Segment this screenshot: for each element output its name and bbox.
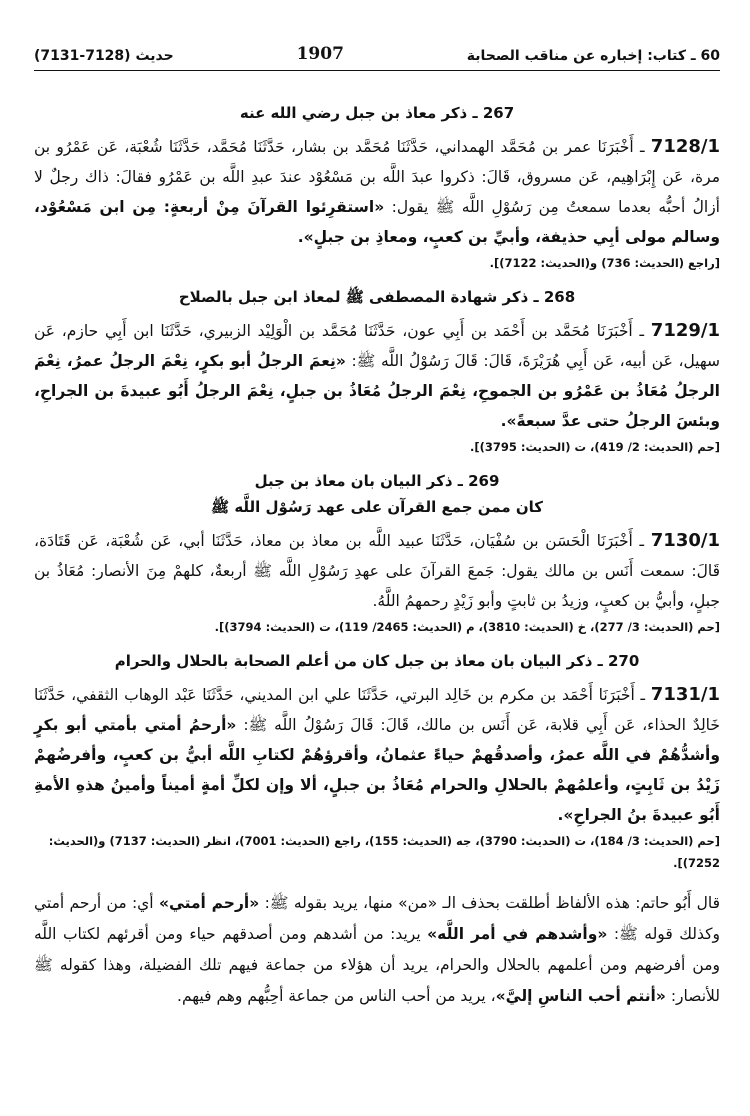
- commentary-text: أي: من أرحم أمتي وكذلك قوله ﷺ:: [34, 894, 720, 943]
- commentary-quote: «أرحم أمتي»: [158, 894, 260, 912]
- commentary-text: قال أَبُو حاتم: هذه الألفاظ أطلقت بحذف الـ «من» منها، يريد بقوله ﷺ:: [264, 894, 721, 912]
- page-number: 1907: [296, 44, 344, 64]
- hadith-matn: «استقرِئوا القرآنَ مِنْ أربعةٍ: مِن ابن مَسْعُوْد، وسالم مولى أبِي حذيفة، وأبيِّ بن كعبٍ، ومعاذِ بن جبلٍ».: [34, 198, 720, 246]
- commentary-paragraph: [34, 888, 720, 1012]
- hadith-references: [حم (الحديث: 3/ 277)، خ (الحديث: 3810)، م (الحديث: 2465/ 119)، ت (الحديث: 3794)].: [214, 620, 720, 634]
- hadith-references: [حم (الحديث: 3/ 184)، ت (الحديث: 3790)، جه (الحديث: 155)، راجع (الحديث: 7001)، انظر (الحديث: 7137) و(الحديث: 7252)].: [48, 834, 720, 870]
- section-heading-269: [34, 468, 720, 520]
- section-heading-268: 268 ـ ذكر شهادة المصطفى ﷺ لمعاذ ابن جبل بالصلاح: [178, 288, 576, 306]
- page-content: [34, 90, 720, 1012]
- hadith-matn: «نِعمَ الرجلُ أبو بكرٍ، نِعْمَ الرجلُ عمرُ، نِعْمَ الرجلُ مُعَاذُ بن عَمْرُو بن الجموحِ، نِعْمَ الرجلُ مُعَاذُ بن جبلٍ، نِعْمَ الرجلُ أَبُو عبيدةَ بن الجراحِ، وبئسَ الرجلُ حتى عدَّ سبعةً».: [34, 352, 720, 430]
- hadith-isnad: ـ أَخْبَرَنَا عمر بن مُحَمَّد الهمداني، حَدَّثَنَا مُحَمَّد بن بشار، حَدَّثَنَا مُحَمَّد، حَدَّثَنَا شُعْبَة، عَن عَمْرُو بن مرة، عَن إِبْرَاهِيم، عَن مسروق، قَالَ: ذكروا عبدَ اللَّه بن مَسْعُوْد عندَ عبدِ اللَّه بن عَمْرُو فقالَ: ذاك رجلٌ لا أزالُ أحبُّه بعدما سمعتُ مِن رَسُوْلِ اللَّه ﷺ يقول:: [34, 138, 720, 216]
- header-hadith-range: حديث (7128-7131): [34, 48, 174, 64]
- commentary-text: ، يريد من أحب الناس من جماعة أحِبُّهم وهم فيهم.: [177, 987, 496, 1005]
- hadith-number: 7130/1: [650, 530, 720, 551]
- hadith-isnad: ـ أَخْبَرَنَا الْحَسَن بن سُفْيَان، حَدَّثَنَا عبيد اللَّه بن معاذ بن معاذ، حَدَّثَنَا أبي، عَن شُعْبَة، عَن قَتَادَة، قَالَ: سمعت أَنَس بن مالك يقول: جَمعَ القرآنَ على عهدِ رَسُوْلِ اللَّه ﷺ أربعةٌ، كلهمْ مِنَ الأنصار: مُعَاذُ بن جبلٍ، وأبيُّ بن كعبٍ، وزيدُ بن ثابتٍ وأبو زَيْدٍ رحمهمُ اللَّهُ.: [34, 532, 720, 610]
- header-chapter-title: 60 ـ كتاب: إخباره عن مناقب الصحابة: [466, 48, 720, 64]
- hadith-references: [راجع (الحديث: 736) و(الحديث: 7122)].: [489, 256, 720, 270]
- hadith-isnad: ـ أَخْبَرَنَا أَحْمَد بن مكرم بن خَالِد البرتي، حَدَّثَنَا علي ابن المديني، حَدَّثَنَا عَبْد الوهاب الثقفي، حَدَّثَنَا خَالِدٌ الحذاء، عَن أَبِي قلابة، عَن أَنَس بن مالك، قَالَ: قَالَ رَسُوْلُ اللَّه ﷺ:: [34, 686, 720, 734]
- hadith-matn: «أرحمُ أمتي بأمتي أبو بكرٍ وأشدُّهُمْ في اللَّه عمرُ، وأصدقُهمْ حياءً عثمانُ، وأقرؤهُمْ لكتابِ اللَّه أبيُّ بن كعبٍ، وأفرضُهمْ زَيْدُ بن ثَابِتٍ، وأعلمُهمْ بالحلالِ والحرام مُعَاذُ بن جبلٍ، ألا وإن لكلِّ أمةٍ أميناً وأمينُ هذهِ الأمةِ أَبُو عبيدةَ بنُ الجراحِ».: [34, 716, 720, 824]
- hadith-number: 7129/1: [650, 320, 720, 341]
- commentary-quote: «أنتم أحب الناسِ إليَّ»: [495, 987, 666, 1005]
- hadith-references: [حم (الحديث: 2/ 419)، ت (الحديث: 3795)].: [470, 440, 720, 454]
- section-heading-267: 267 ـ ذكر معاذ بن جبل رضي الله عنه: [239, 104, 515, 122]
- section-heading-270: 270 ـ ذكر البيان بان معاذ بن جبل كان من أعلم الصحابة بالحلال والحرام: [114, 652, 640, 670]
- section-heading-line-2: كان ممن جمع القرآن على عهد رَسُوْل اللَّه ﷺ: [210, 498, 543, 516]
- section-heading-line-1: 269 ـ ذكر البيان بان معاذ بن جبل: [254, 472, 500, 490]
- hadith-isnad: ـ أَخْبَرَنَا مُحَمَّد بن أَحْمَد بن أَبِي عون، حَدَّثَنَا مُحَمَّد بن الْوَلِيْد الزبيري، حَدَّثَنَا ابن أَبِي حازم، عَن سهيل، عَن أبيه، عَن أَبِي هُرَيْرَةَ، قَالَ: قَالَ رَسُوْلُ اللَّه ﷺ:: [34, 322, 720, 370]
- hadith-7129: [34, 316, 720, 436]
- hadith-7128: [34, 132, 720, 252]
- hadith-7130: [34, 526, 720, 616]
- hadith-number: 7128/1: [650, 136, 720, 157]
- commentary-quote: «وأشدهم في أمر اللَّه»: [427, 925, 608, 943]
- hadith-number: 7131/1: [650, 684, 720, 705]
- running-header: [34, 44, 720, 71]
- commentary-text: يريد: من أشدهم ومن أصدقهم حياء ومن أقرئهم لكتاب اللَّه ومن أفرضهم ومن أعلمهم بالحلال والحرام، يريد أن هؤلاء من جماعة فيهم تلك الفضيلة، وهذا كقوله ﷺ للأنصار:: [34, 925, 720, 1005]
- hadith-7131: [34, 680, 720, 830]
